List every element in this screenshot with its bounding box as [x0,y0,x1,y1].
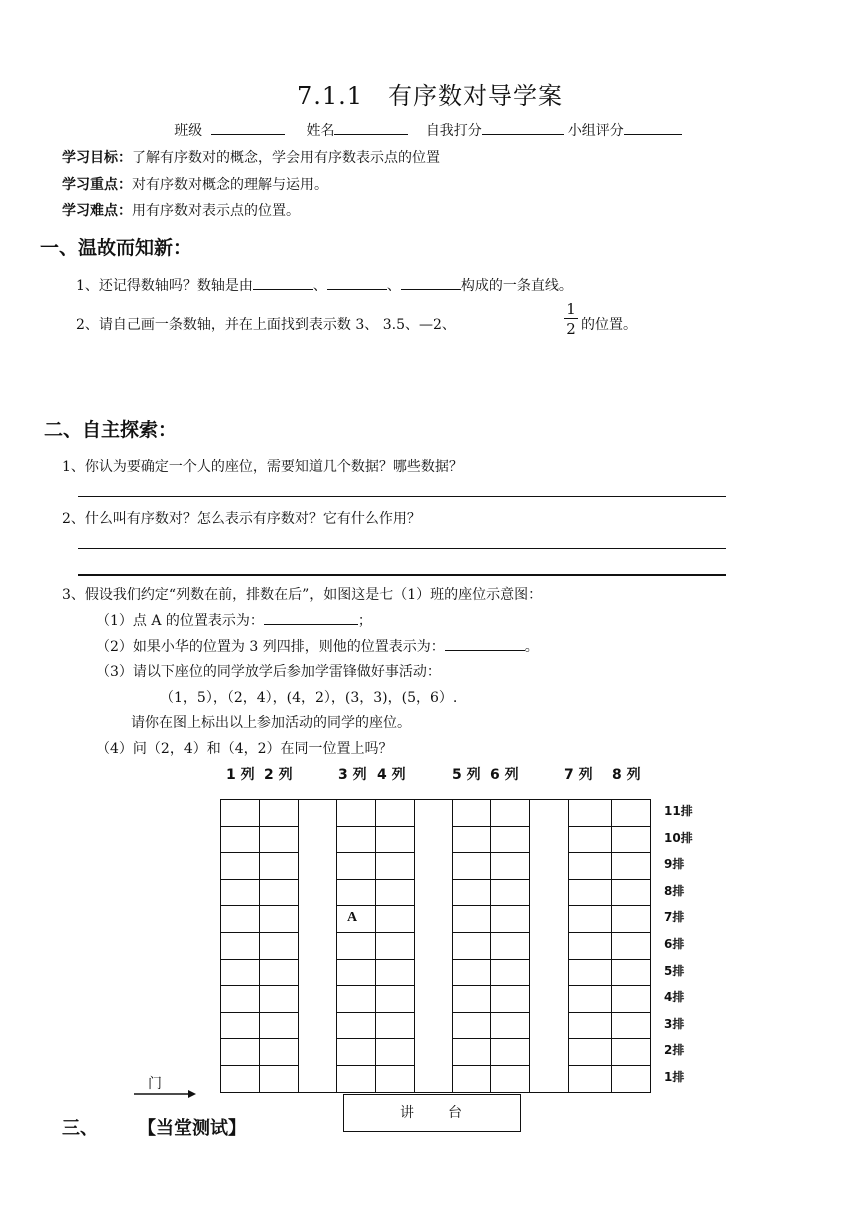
classroom-frame [220,799,651,1093]
door-label: 门 [148,1076,162,1092]
explore-question-2: 2、什么叫有序数对？怎么表示有序数对？它有什么作用？ [62,511,421,527]
learning-focus-label: 学习重点： [62,177,132,193]
review-question-2: 2、请自己画一条数轴，并在上面找到表示数 3、 3.5、—2、 [76,317,456,333]
seat-marker-a: A [347,910,358,926]
learning-goal [62,147,440,167]
row-label: 9排 [664,857,685,872]
learning-focus-text: 对有序数对概念的理解与运用。 [132,177,328,193]
row-label: 3排 [664,1016,685,1031]
column-header-3: 3 列 [338,767,367,783]
sub-q2-text: （2）如果小华的位置为 3 列四排，则他的位置表示为： [96,639,445,655]
column-header-6: 6 列 [490,767,519,783]
column-header-7: 7 列 [564,767,593,783]
answer-line-3[interactable] [78,574,726,576]
learning-goal-text: 了解有序数对的概念，学会用有序数表示点的位置 [132,150,440,166]
review-question-1 [76,275,573,295]
fraction-numerator: 1 [566,300,576,318]
sub-q1-suffix: ； [357,613,372,629]
section-test-heading: 三、 [62,1118,98,1139]
row-label: 7排 [664,910,685,925]
row-label: 10排 [664,830,693,845]
class-label: 班级 [174,123,203,139]
row-label: 5排 [664,963,685,978]
door-arrow-icon [132,1088,198,1100]
page-title: 7.1.1 有序数对导学案 [296,82,564,110]
review-q1-blank-2[interactable] [327,276,387,290]
learning-difficulty [62,200,300,220]
column-header-1: 1 列 [226,767,255,783]
sub-q2-blank[interactable] [445,637,525,651]
row-label: 1排 [664,1070,685,1084]
column-header-2: 2 列 [264,767,293,783]
learning-difficulty-text: 用有序数对表示点的位置。 [132,203,300,219]
self-score-label: 自我打分 [425,123,482,139]
review-q2-suffix: 的位置。 [581,317,637,333]
row-label: 2排 [664,1043,685,1058]
explore-question-3: 3、假设我们约定“列数在前，排数在后”，如图这是七（1）班的座位示意图： [62,587,543,603]
sub-q1-text: （1）点 A 的位置表示为： [96,613,264,629]
sub-question-3: （3）请以下座位的同学放学后参加学雷锋做好事活动： [96,664,441,680]
review-q1-suffix: 构成的一条直线。 [460,278,573,294]
answer-line-1[interactable] [78,496,726,497]
review-q1-blank-1[interactable] [253,276,313,290]
podium: 讲 台 [343,1094,521,1132]
column-header-8: 8 列 [612,767,641,783]
section-explore-heading: 二、自主探索： [44,419,178,441]
sub-question-3-instruction: 请你在图上标出以上参加活动的同学的座位。 [131,715,411,731]
group-score-label: 小组评分 [567,123,624,139]
sub-q1-blank[interactable] [264,611,358,625]
row-label: 8排 [664,883,685,898]
sub-question-4: （4）问（2，4）和（4，2）在同一位置上吗？ [96,741,393,757]
explore-question-1: 1、你认为要确定一个人的座位，需要知道几个数据？哪些数据？ [62,459,463,475]
name-label: 姓名 [306,123,335,139]
learning-focus [62,174,328,194]
fraction-one-half [564,300,578,339]
section-test-subheading: 【当堂测试】 [138,1118,246,1139]
answer-line-2[interactable] [78,548,726,549]
row-label: 11排 [664,804,693,818]
sub-q2-suffix: 。 [524,639,539,655]
class-field[interactable] [211,120,285,135]
learning-goal-label: 学习目标： [62,150,132,166]
review-q1-prefix: 1、还记得数轴吗？数轴是由 [76,278,253,294]
column-header-4: 4 列 [377,767,406,783]
review-q1-sep-2: 、 [386,278,401,294]
student-info-line [0,120,860,140]
sub-question-3-pairs: （1，5），（2，4），(4，2），(3，3)，(5，6）. [160,690,458,706]
review-q1-blank-3[interactable] [401,276,461,290]
group-score-field[interactable] [624,120,682,135]
sub-question-1 [96,610,372,630]
column-header-5: 5 列 [452,767,481,783]
row-label: 6排 [664,937,685,951]
name-field[interactable] [334,120,408,135]
self-score-field[interactable] [482,120,564,135]
review-q1-sep-1: 、 [312,278,327,294]
row-label: 4排 [664,990,685,1005]
fraction-denominator: 2 [566,320,576,338]
sub-question-2 [96,636,539,656]
section-review-heading: 一、温故而知新： [40,237,193,259]
learning-difficulty-label: 学习难点： [62,203,132,219]
